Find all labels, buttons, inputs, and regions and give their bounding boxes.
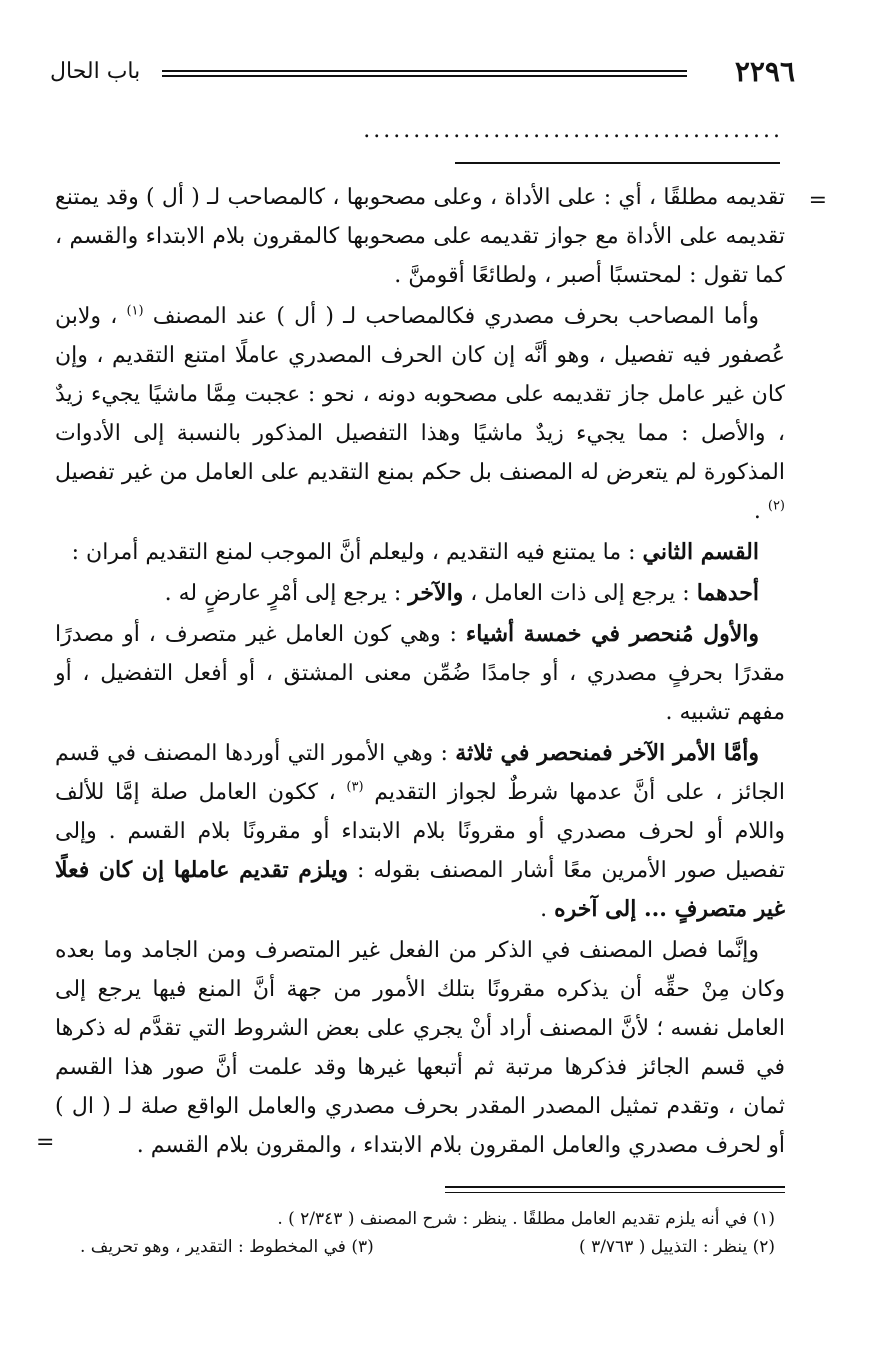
section-heading: القسم الثاني (642, 539, 759, 565)
term-bold: وأمَّا الأمر الآخر فمنحصر في ثلاثة (455, 740, 759, 766)
footnote-3: (٣) في المخطوط : التقدير ، وهو تحريف . (80, 1237, 374, 1257)
footnote-ref[interactable]: (١) (126, 303, 144, 319)
paragraph-text: : وهي كون العامل غير متصرف ، أو مصدرًا مقدرًا بحرفٍ مصدري ، أو جامدًا ضُمِّن معنى المشتق ، أو أفعل التفضيل ، أو مفهم تشبيه . (55, 622, 785, 725)
paragraph (55, 533, 785, 572)
term-bold: أحدهما (696, 580, 759, 606)
footnote-ref[interactable]: (٢) (767, 498, 785, 514)
footnote-ref[interactable]: (٣) (346, 779, 364, 795)
ellipsis-line: .......................................... (363, 118, 783, 143)
margin-mark-top: = (808, 188, 827, 213)
paragraph-text: : ما يمتنع فيه التقديم ، وليعلم أنَّ الموجب لمنع التقديم أمران : (71, 540, 643, 565)
main-text (55, 178, 785, 1167)
paragraph-text: : وهي الأمور التي أوردها المصنف في قسم الجائز ، على أنَّ عدمها شرطٌ لجواز التقديم (55, 741, 785, 805)
header-rule (162, 70, 687, 77)
paragraph-text: وإنَّما فصل المصنف في الذكر من الفعل غير المتصرف ومن الجامد وما بعده وكان مِنْ حقِّه أن يذكره مقرونًا بتلك الأمور من جهة أنَّ المنع فيها يرجع إلى العامل نفسه ؛ لأنَّ المصنف أراد أنْ يجري على بعض الشروط التي تقدَّم له ذكرها في قسم الجائز فذكرها مرتبة ثم أتبعها غيرها وقد علمت أنَّ صور هذا القسم ثمان ، وتقدم تمثيل المصدر المقدر بحرف مصدري والعامل الواقع صلة لـ ( ال ) أو لحرف مصدري والعامل المقرون بلام الابتداء ، والمقرون بلام القسم . (55, 938, 785, 1158)
paragraph-text: : يرجع إلى أمْرٍ عارضٍ له . (164, 581, 409, 606)
quote-bold: ويلزم تقديم عاملها إن كان فعلًا غير متصرفٍ ... إلى آخره (55, 857, 785, 922)
paragraph (55, 931, 785, 1165)
footnote-rule (445, 1186, 785, 1193)
page-header (50, 52, 795, 92)
paragraph-text: ، ككون العامل صلة إمَّا للألف واللام أو لحرف مصدري أو مقرونًا بلام الابتداء أو مقرونًا بلام القسم . وإلى تفصيل صور الأمرين معًا أشار المصنف بقوله : (55, 780, 786, 883)
paragraph-text: ، ولابن عُصفور فيه تفصيل ، وهو أنَّه إن كان الحرف المصدري عاملًا امتنع التقديم ، وإن كان غير عامل جاز تقديمه على مصحوبه دونه ، نحو : عجبت مِمَّا ماشيًا يجيء زيدٌ ، والأصل : مما يجيء زيدٌ ماشيًا وهذا التفصيل المذكور بالنسبة إلى الأدوات المذكورة لم يتعرض له المصنف بل حكم بمنع التقديم على العامل من غير تفصيل (55, 304, 785, 485)
paragraph (55, 297, 785, 531)
paragraph-text: : يرجع إلى ذات العامل ، (463, 581, 697, 606)
paragraph-text: . (540, 897, 555, 922)
footnote-line (80, 1233, 775, 1261)
chapter-title: باب الحال (50, 59, 141, 84)
term-bold: والأول مُنحصر في خمسة أشياء (465, 621, 759, 647)
footnotes (80, 1205, 775, 1261)
paragraph (55, 615, 785, 732)
footnote-2: (٢) ينظر : التذييل ( ٣/٧٦٣ ) (579, 1237, 775, 1257)
page-number: ٢٢٩٦ (734, 55, 795, 88)
paragraph (55, 734, 785, 929)
paragraph-text: وأما المصاحب بحرف مصدري فكالمصاحب لـ ( أل ) عند المصنف (152, 304, 759, 329)
paragraph (55, 178, 785, 295)
margin-mark-bottom: = (36, 1130, 55, 1155)
term-bold: والآخر (408, 580, 464, 606)
footnote-1: (١) في أنه يلزم تقديم العامل مطلقًا . ينظر : شرح المصنف ( ٢/٣٤٣ ) . (277, 1209, 775, 1229)
paragraph-text: تقديمه مطلقًا ، أي : على الأداة ، وعلى مصحوبها ، كالمصاحب لـ ( أل ) وقد يمتنع تقديمه على الأداة مع جواز تقديمه على مصحوبها كالمقرون بلام الابتداء والقسم ، كما تقول : لمحتسبًا أصبر ، ولطائعًا أقومنَّ . (55, 185, 785, 288)
separator-rule (455, 162, 780, 164)
paragraph-text: . (753, 499, 768, 524)
paragraph (55, 574, 785, 613)
